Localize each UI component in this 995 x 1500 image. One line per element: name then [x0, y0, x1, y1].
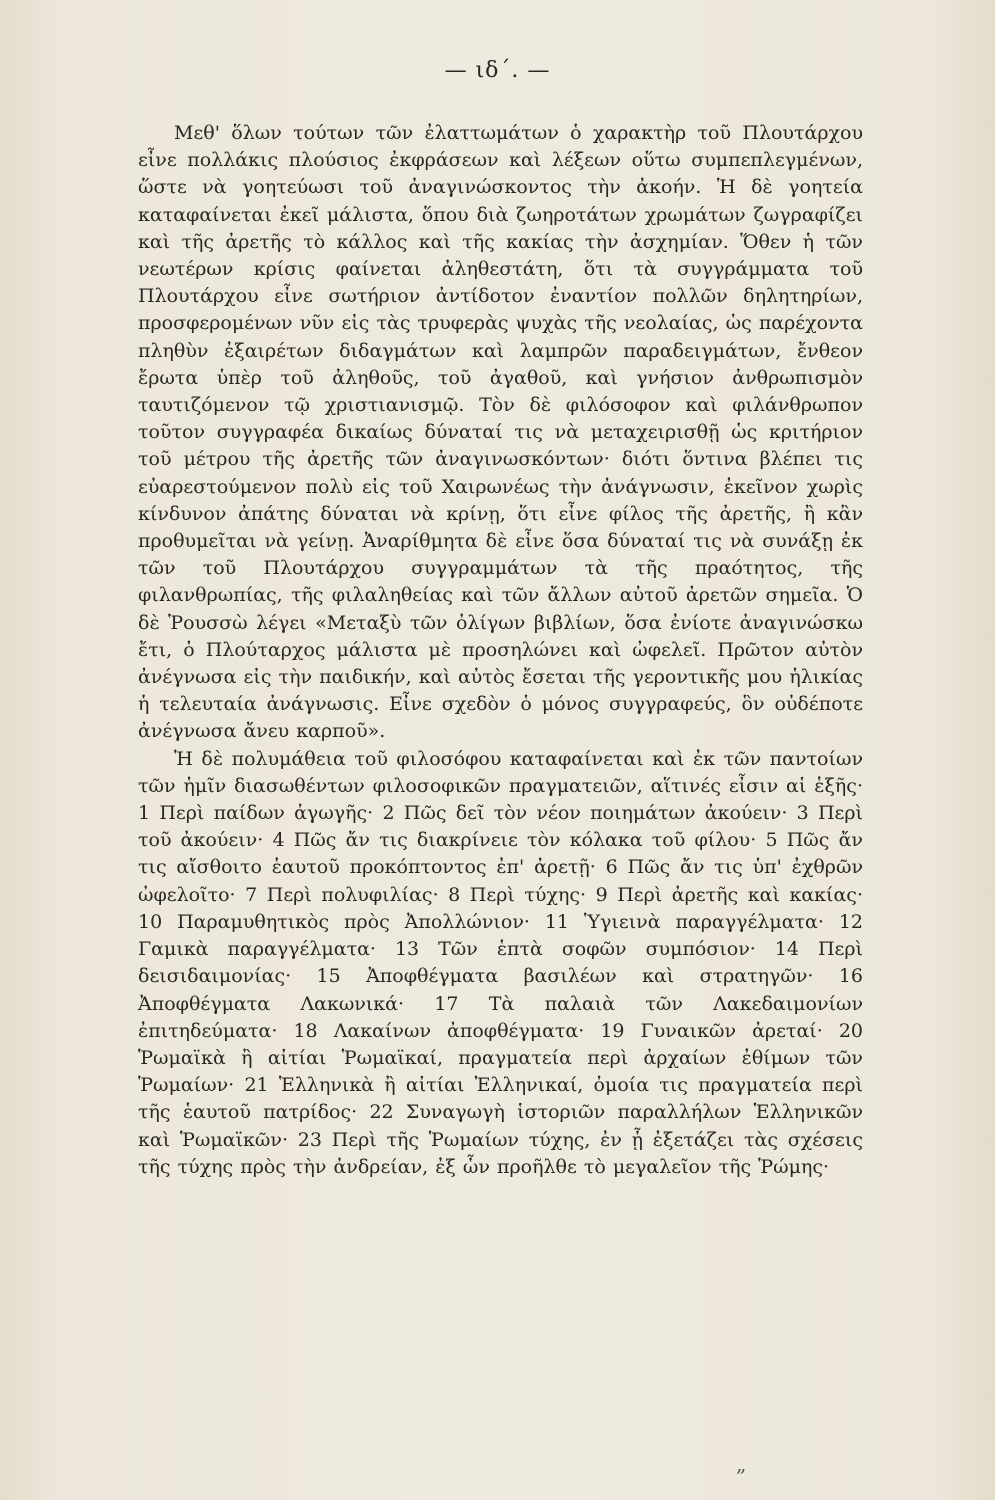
page-number: — ιδ΄. — — [444, 58, 551, 83]
paragraph-character-of-plutarch: Μεθ' ὅλων τούτων τῶν ἐλαττωμάτων ὁ χαρακτὴρ τοῦ Πλουτάρχου εἶνε πολλάκις πλούσιος ἐκφράσεων καὶ λέξεων οὕτω συμπεπλεγμένων, ὥστε νὰ γοητεύωσι τοῦ ἀναγινώσκοντος τὴν ἀκοήν. Ἡ δὲ γοητεία καταφαίνεται ἐκεῖ μάλιστα, ὅπου διὰ ζωηροτάτων χρωμάτων ζωγραφίζει καὶ τῆς ἀρετῆς τὸ κάλλος καὶ τῆς κακίας τὴν ἀσχημίαν. Ὅθεν ἡ τῶν νεωτέρων κρίσις φαίνεται ἀληθεστάτη, ὅτι τὰ συγγράμματα τοῦ Πλουτάρχου εἶνε σωτήριον ἀντίδοτον ἐναντίον πολλῶν δηλητηρίων, προσφερομένων νῦν εἰς τὰς τρυφερὰς ψυχὰς τῆς νεολαίας, ὡς παρέχοντα πληθὺν ἐξαιρέτων διδαγμάτων καὶ λαμπρῶν παραδειγμάτων, ἔνθεον ἔρωτα ὑπὲρ τοῦ ἀληθοῦς, τοῦ ἀγαθοῦ, καὶ γνήσιον ἀνθρωπισμὸν ταυτιζόμενον τῷ χριστιανισμῷ. Τὸν δὲ φιλόσοφον καὶ φιλάνθρωπον τοῦτον συγγραφέα δικαίως δύναταί τις νὰ μεταχειρισθῇ ὡς κριτήριον τοῦ μέτρου τῆς ἀρετῆς τῶν ἀναγινωσκόντων· διότι ὅντινα βλέπει τις εὐαρεστούμενον πολὺ εἰς τοῦ Χαιρωνέως τὴν ἀνάγνωσιν, ἐκεῖνον χωρὶς κίνδυνον ἀπάτης δύναται νὰ κρίνῃ, ὅτι εἶνε φίλος τῆς ἀρετῆς, ἢ κἂν προθυμεῖται νὰ γείνῃ. Ἀναρίθμητα δὲ εἶνε ὅσα δύναταί τις νὰ συνάξῃ ἐκ τῶν τοῦ Πλουτάρχου συγγραμμάτων τὰ τῆς πραότητος, τῆς φιλανθρωπίας, τῆς φιλαληθείας καὶ τῶν ἄλλων αὐτοῦ ἀρετῶν σημεῖα. Ὁ δὲ Ῥουσσὼ λέγει «Μεταξὺ τῶν ὀλίγων βιβλίων, ὅσα ἐνίοτε ἀναγινώσκω ἔτι, ὁ Πλούταρχος μάλιστα μὲ προσηλώνει καὶ ὠφελεῖ. Πρῶτον αὐτὸν ἀνέγνωσα εἰς τὴν παιδικήν, καὶ αὐτὸς ἔσεται τῆς γεροντικῆς μου ἡλικίας ἡ τελευταία ἀνάγνωσις. Εἶνε σχεδὸν ὁ μόνος συγγραφεύς, ὃν οὐδέποτε ἀνέγνωσα ἄνευ καρποῦ». — [138, 122, 863, 743]
paragraph-list-of-treatises: Ἡ δὲ πολυμάθεια τοῦ φιλοσόφου καταφαίνεται καὶ ἐκ τῶν παντοίων τῶν ἡμῖν διασωθέντων φιλοσοφικῶν πραγματειῶν, αἵτινές εἶσιν αἱ ἑξῆς· 1 Περὶ παίδων ἀγωγῆς· 2 Πῶς δεῖ τὸν νέον ποιημάτων ἀκούειν· 3 Περὶ τοῦ ἀκούειν· 4 Πῶς ἄν τις διακρίνειε τὸν κόλακα τοῦ φίλου· 5 Πῶς ἄν τις αἴσθοιτο ἑαυτοῦ προκόπτοντος ἐπ' ἀρετῇ· 6 Πῶς ἄν τις ὑπ' ἐχθρῶν ὠφελοῖτο· 7 Περὶ πολυφιλίας· 8 Περὶ τύχης· 9 Περὶ ἀρετῆς καὶ κακίας· 10 Παραμυθητικὸς πρὸς Ἀπολλώνιον· 11 Ὑγιεινὰ παραγγέλματα· 12 Γαμικὰ παραγγέλματα· 13 Τῶν ἑπτὰ σοφῶν συμπόσιον· 14 Περὶ δεισιδαιμονίας· 15 Ἀποφθέγματα βασιλέων καὶ στρατηγῶν· 16 Ἀποφθέγματα Λακωνικά· 17 Τὰ παλαιὰ τῶν Λακεδαιμονίων ἐπιτηδεύματα· 18 Λακαίνων ἀποφθέγματα· 19 Γυναικῶν ἀρεταί· 20 Ῥωμαϊκὰ ἢ αἰτίαι Ῥωμαϊκαί, πραγματεία περὶ ἀρχαίων ἐθίμων τῶν Ῥωμαίων· 21 Ἑλληνικὰ ἢ αἰτίαι Ἑλληνικαί, ὁμοία τις πραγματεία περὶ τῆς ἑαυτοῦ πατρίδος· 22 Συναγωγὴ ἱστοριῶν παραλλήλων Ἑλληνικῶν καὶ Ῥωμαϊκῶν· 23 Περὶ τῆς Ῥωμαίων τύχης, ἐν ᾗ ἐξετάζει τὰς σχέσεις τῆς τύχης πρὸς τὴν ἀνδρείαν, ἐξ ὧν προῆλθε τὸ μεγαλεῖον τῆς Ῥώμης· — [138, 747, 863, 1178]
footer-mark: „ — [736, 1452, 747, 1476]
body-text — [138, 120, 863, 1181]
